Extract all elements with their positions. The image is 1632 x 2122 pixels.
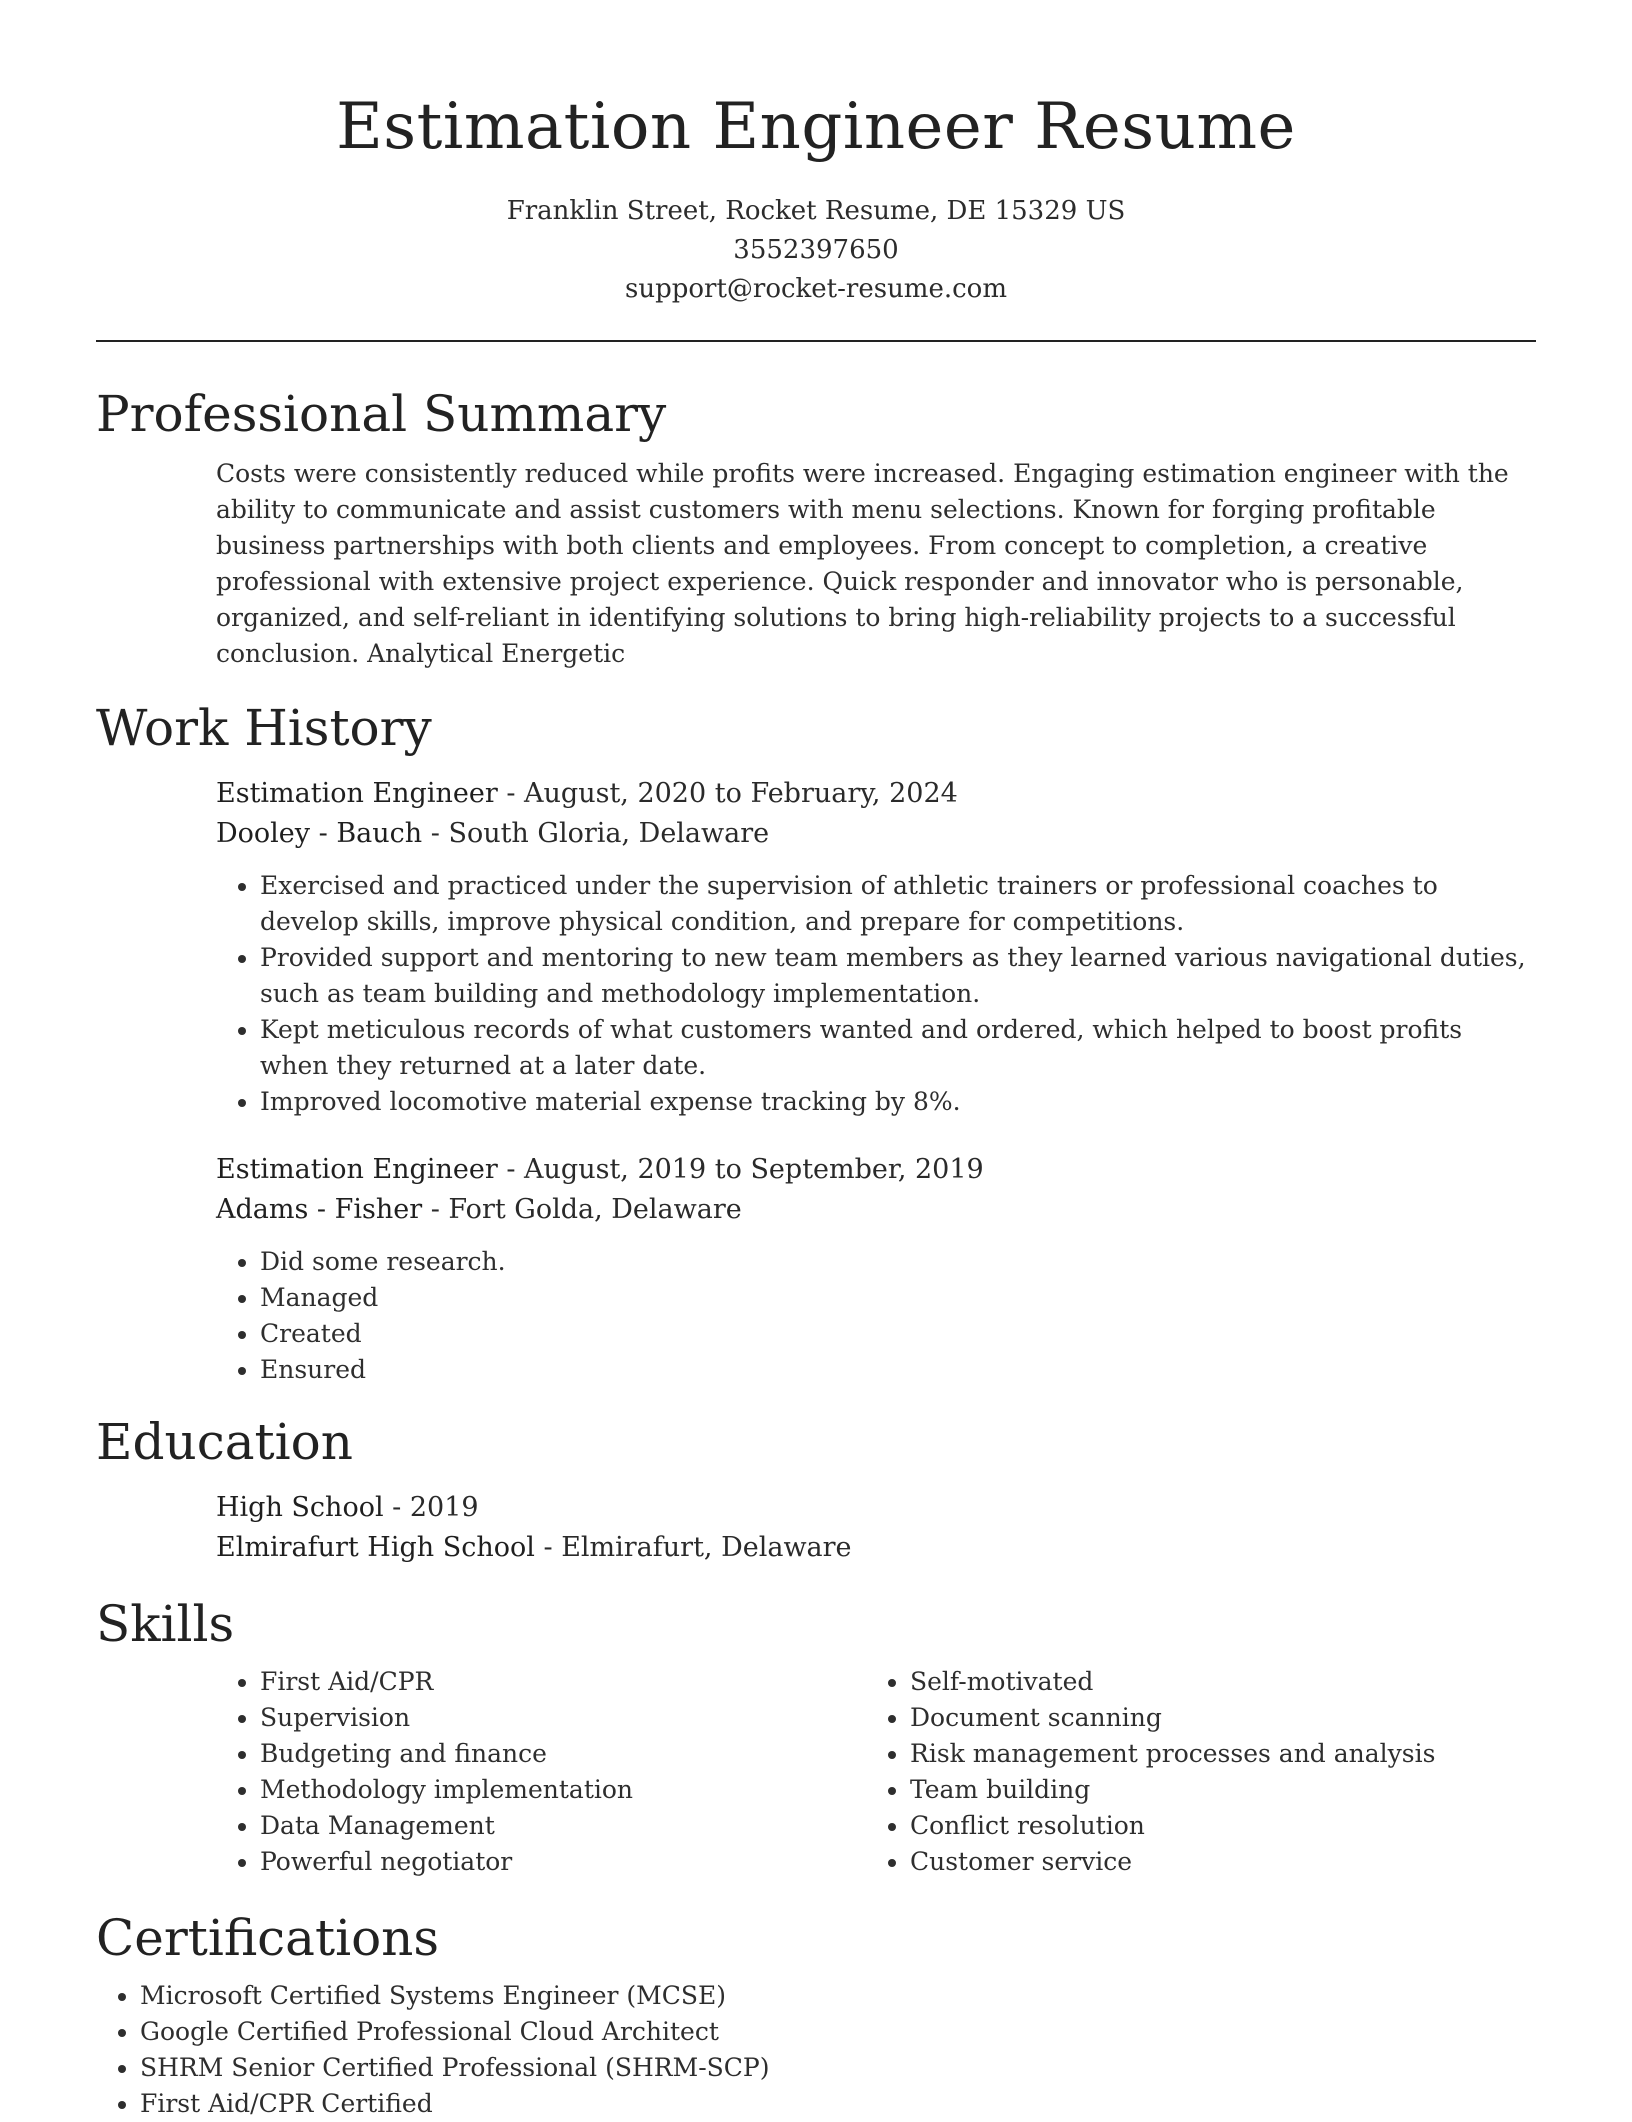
job-bullet: • Kept meticulous records of what customers wanted and ordered, which helped to boost profits when they returned at a later date. [260,1012,1536,1084]
job-bullet: • Provided support and mentoring to new team members as they learned various navigational duties, such as team building and methodology implementation. [260,940,1536,1012]
skill-item: • Data Management [260,1808,866,1844]
skills-list [216,1664,866,1880]
summary-text: Costs were consistently reduced while profits were increased. Engaging estimation engineer with the ability to communicate and assist customers with menu selections. Known for forging profitable business partnerships with both clients and employees. From concept to completion, a creative professional with extensive project experience. Quick responder and innovator who is personable, organized, and self-reliant in identifying solutions to bring high-reliability projects to a successful conclusion. Analytical Energetic [216,459,1509,668]
summary-section [96,382,1536,672]
skill-item: • Methodology implementation [260,1772,866,1808]
education-section [96,1410,1536,1568]
job-bullets [216,868,1536,1120]
job-entry [216,1150,1536,1388]
certification-item: • Microsoft Certified Systems Engineer (MCSE) [140,1978,1536,2014]
job-bullet: • Managed [260,1280,1536,1316]
certifications-list [96,1978,1536,2122]
skills-heading: Skills [96,1595,235,1653]
skill-item: • Self-motivated [910,1664,1516,1700]
education-degree-line [216,1488,1536,1528]
resume-header [96,0,1536,309]
job-bullet: • Improved locomotive material expense tracking by 8%. [260,1084,1536,1120]
contact-phone: 3552397650 [733,235,899,265]
education-entry [216,1488,1536,1568]
skill-item: • Conflict resolution [910,1808,1516,1844]
skill-item: • Customer service [910,1844,1516,1880]
skills-section [96,1592,1536,1880]
job-title-line [216,774,1536,814]
job-company-line [216,814,1536,854]
job-title: Estimation Engineer [216,1154,498,1185]
job-bullet: • Created [260,1316,1536,1352]
skill-item: • Supervision [260,1700,866,1736]
skill-item: • Powerful negotiator [260,1844,866,1880]
education-school-line [216,1528,1536,1568]
job-entry [216,774,1536,1120]
job-bullet: • Ensured [260,1352,1536,1388]
certification-item: • SHRM Senior Certified Professional (SHRM-SCP) [140,2050,1536,2086]
education-year: - 2019 [383,1492,479,1523]
job-company-line [216,1190,1536,1230]
skills-list [866,1664,1516,1880]
job-title-line [216,1150,1536,1190]
education-degree: High School [216,1492,384,1523]
contact-block [96,192,1536,309]
skill-item: • Document scanning [910,1700,1516,1736]
job-company: Adams - Fisher [216,1194,423,1225]
contact-email: support@rocket-resume.com [624,274,1007,304]
work-section [96,696,1536,1388]
job-dates: - August, 2020 to February, 2024 [497,778,958,809]
resume-title: Estimation Engineer Resume [336,90,1296,164]
job-bullet: • Did some research. [260,1244,1536,1280]
skills-right-column [866,1656,1516,1880]
skill-item: • First Aid/CPR [260,1664,866,1700]
certifications-section [96,1906,1536,2122]
job-bullet: • Exercised and practiced under the supervision of athletic trainers or professional coaches to develop skills, improve physical condition, and prepare for competitions. [260,868,1536,940]
resume-page [96,0,1536,2122]
education-location: - Elmirafurt, Delaware [534,1532,852,1563]
job-bullets [216,1244,1536,1388]
certifications-heading: Certifications [96,1909,440,1967]
skills-left-column [216,1656,866,1880]
contact-address: Franklin Street, Rocket Resume, DE 15329 US [506,196,1126,226]
job-title: Estimation Engineer [216,778,498,809]
header-divider [96,340,1536,342]
job-company: Dooley - Bauch [216,818,423,849]
job-location: - Fort Golda, Delaware [422,1194,742,1225]
education-heading: Education [96,1413,353,1471]
summary-heading: Professional Summary [96,385,667,443]
skill-item: • Risk management processes and analysis [910,1736,1516,1772]
skill-item: • Team building [910,1772,1516,1808]
job-dates: - August, 2019 to September, 2019 [497,1154,984,1185]
skill-item: • Budgeting and finance [260,1736,866,1772]
education-school: Elmirafurt High School [216,1532,535,1563]
certification-item: • Google Certified Professional Cloud Architect [140,2014,1536,2050]
certification-item: • First Aid/CPR Certified [140,2086,1536,2122]
job-location: - South Gloria, Delaware [422,818,770,849]
skills-columns [216,1656,1536,1880]
work-heading: Work History [96,699,432,757]
